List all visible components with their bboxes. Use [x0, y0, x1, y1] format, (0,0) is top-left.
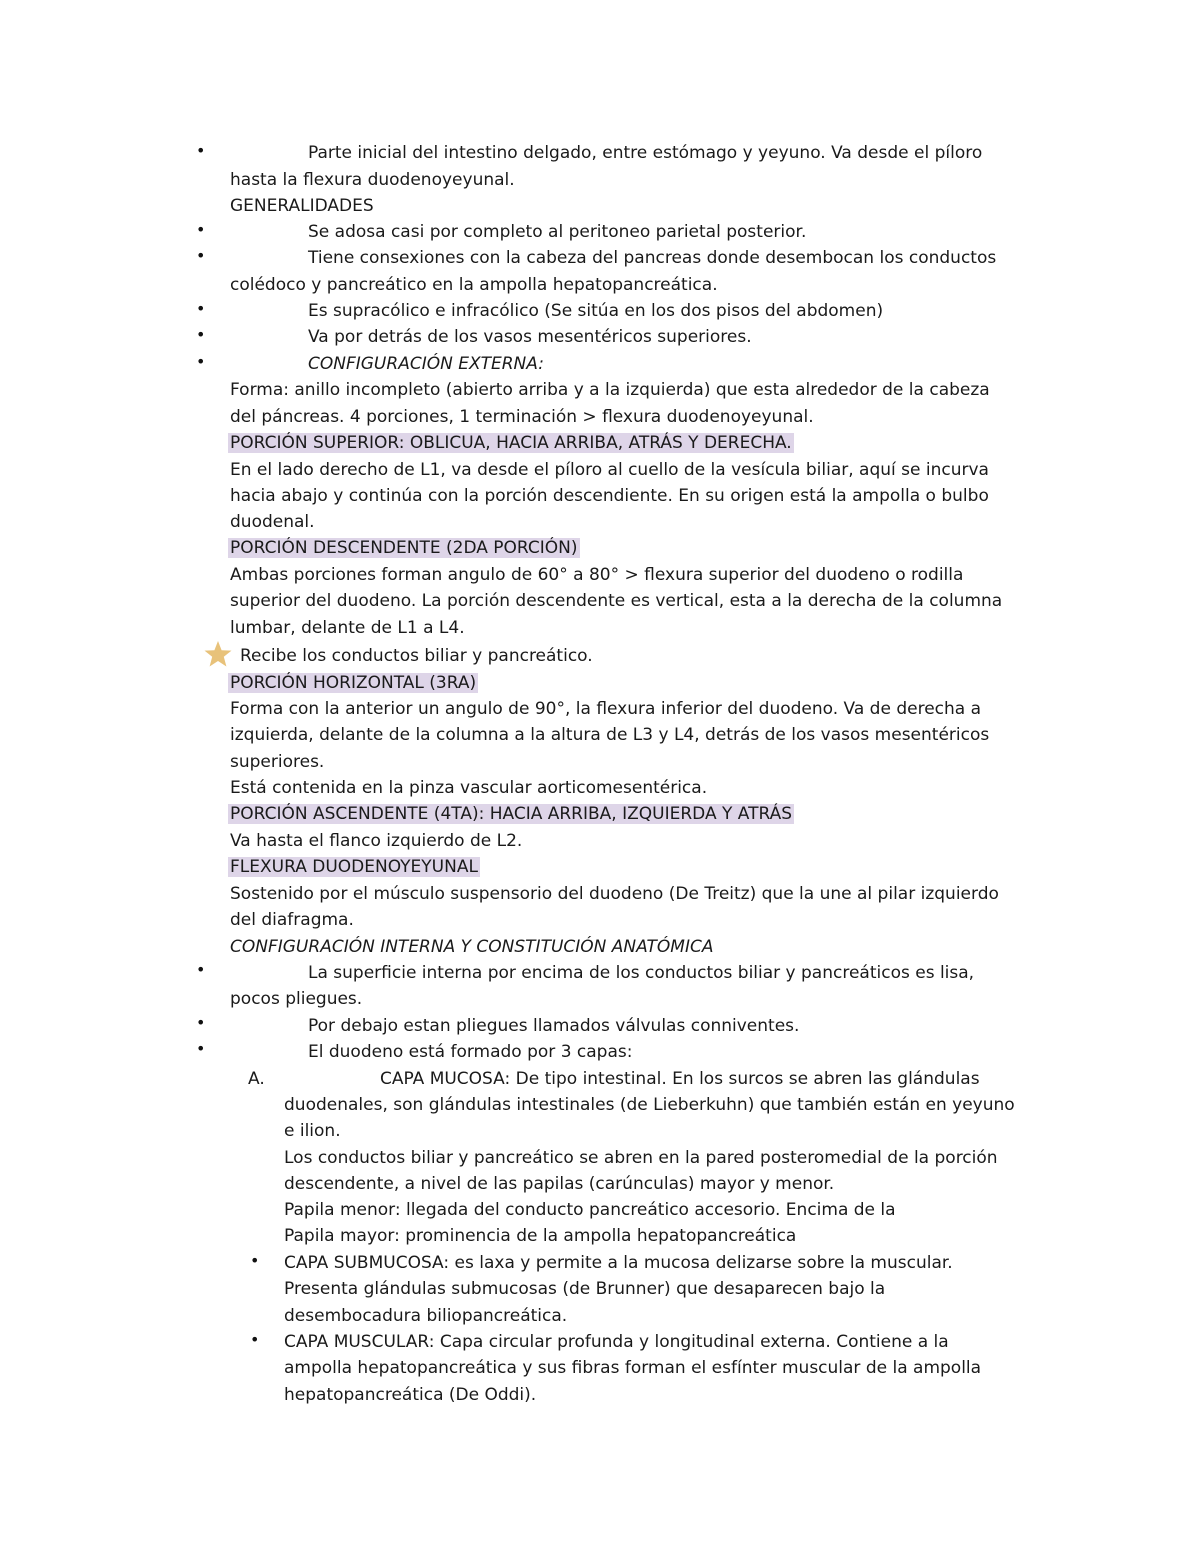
text-line: Tiene consexiones con la cabeza del pancreas donde desembocan los conductos [308, 248, 997, 268]
text-line: izquierda, delante de la columna a la altura de L3 y L4, detrás de los vasos mesentéricos [230, 725, 990, 745]
text-line: hacia abajo y continúa con la porción descendiente. En su origen está la ampolla o bulbo [230, 486, 989, 506]
section-heading: CONFIGURACIÓN EXTERNA: [308, 354, 544, 374]
text-line: Ambas porciones forman angulo de 60° a 80° > flexura superior del duodeno o rodilla [230, 565, 964, 585]
bullet-marker: • [250, 1330, 260, 1349]
bullet-marker: • [196, 141, 206, 160]
highlighted-heading-text: FLEXURA DUODENOYEYUNAL [230, 857, 478, 877]
text-line: Forma: anillo incompleto (abierto arriba y a la izquierda) que esta alrededor de la cabeza [230, 380, 990, 400]
text-line: ampolla hepatopancreática y sus fibras forman el esfínter muscular de la ampolla [284, 1358, 982, 1378]
text-line: Recibe los conductos biliar y pancreático. [240, 646, 593, 666]
text-line: hepatopancreática (De Oddi). [284, 1385, 537, 1405]
bullet-marker: • [196, 960, 206, 979]
text-line: pocos pliegues. [230, 989, 363, 1009]
text-line: Papila mayor: prominencia de la ampolla hepatopancreática [284, 1226, 797, 1246]
bullet-marker: • [196, 246, 206, 265]
text-line: CAPA SUBMUCOSA: es laxa y permite a la mucosa delizarse sobre la muscular. [284, 1253, 953, 1273]
text-line: Parte inicial del intestino delgado, entre estómago y yeyuno. Va desde el píloro [308, 143, 983, 163]
highlighted-heading-text: PORCIÓN SUPERIOR: OBLICUA, HACIA ARRIBA, ATRÁS Y DERECHA. [230, 433, 792, 453]
text-line: duodenal. [230, 512, 315, 532]
text-line: Sostenido por el músculo suspensorio del duodeno (De Treitz) que la une al pilar izquierdo [230, 884, 999, 904]
bullet-marker: • [250, 1251, 260, 1270]
highlighted-heading [228, 803, 794, 825]
text-line: Por debajo estan pliegues llamados válvulas conniventes. [308, 1016, 800, 1036]
text-line: colédoco y pancreático en la ampolla hepatopancreática. [230, 275, 718, 295]
bullet-marker: • [196, 299, 206, 318]
text-line: Presenta glándulas submucosas (de Brunner) que desaparecen bajo la [284, 1279, 886, 1299]
highlighted-heading [228, 432, 794, 454]
highlighted-heading-text: PORCIÓN HORIZONTAL (3RA) [230, 673, 477, 693]
list-marker-a: A. [248, 1069, 265, 1089]
highlighted-heading-text: PORCIÓN ASCENDENTE (4TA): HACIA ARRIBA, IZQUIERDA Y ATRÁS [230, 804, 793, 824]
text-line: del diafragma. [230, 910, 354, 930]
text-line: Los conductos biliar y pancreático se abren en la pared posteromedial de la porción [284, 1148, 998, 1168]
bullet-marker: • [196, 352, 206, 371]
text-line: Está contenida en la pinza vascular aorticomesentérica. [230, 778, 708, 798]
text-line: Se adosa casi por completo al peritoneo parietal posterior. [308, 222, 807, 242]
text-line: CAPA MUSCULAR: Capa circular profunda y longitudinal externa. Contiene a la [284, 1332, 949, 1352]
text-line: superiores. [230, 752, 325, 772]
text-line: duodenales, son glándulas intestinales (de Lieberkuhn) que también están en yeyuno [284, 1095, 1015, 1115]
bullet-marker: • [196, 1013, 206, 1032]
text-line: del páncreas. 4 porciones, 1 terminación > flexura duodenoyeyunal. [230, 407, 814, 427]
text-line: superior del duodeno. La porción descendente es vertical, esta a la derecha de la columna [230, 591, 1003, 611]
highlighted-heading [228, 672, 478, 694]
bullet-marker: • [196, 220, 206, 239]
text-line: Va hasta el flanco izquierdo de L2. [230, 831, 523, 851]
text-line: hasta la flexura duodenoyeyunal. [230, 170, 515, 190]
text-line: Va por detrás de los vasos mesentéricos superiores. [308, 327, 752, 347]
text-line: lumbar, delante de L1 a L4. [230, 618, 465, 638]
text-line: descendente, a nivel de las papilas (carúnculas) mayor y menor. [284, 1174, 835, 1194]
text-line: En el lado derecho de L1, va desde el píloro al cuello de la vesícula biliar, aquí se incurva [230, 460, 989, 480]
highlighted-heading [228, 856, 480, 878]
text-line: Papila menor: llegada del conducto pancreático accesorio. Encima de la [284, 1200, 896, 1220]
section-heading: GENERALIDADES [230, 196, 374, 216]
section-heading: CONFIGURACIÓN INTERNA Y CONSTITUCIÓN ANATÓMICA [230, 937, 714, 957]
text-line: Forma con la anterior un angulo de 90°, la flexura inferior del duodeno. Va de derecha a [230, 699, 982, 719]
text-line: CAPA MUCOSA: De tipo intestinal. En los surcos se abren las glándulas [380, 1069, 980, 1089]
highlighted-heading [228, 537, 580, 559]
bullet-marker: • [196, 1039, 206, 1058]
text-line: El duodeno está formado por 3 capas: [308, 1042, 633, 1062]
highlighted-heading-text: PORCIÓN DESCENDENTE (2DA PORCIÓN) [230, 538, 578, 558]
text-line: desembocadura biliopancreática. [284, 1306, 568, 1326]
bullet-marker: • [196, 325, 206, 344]
text-line: e ilion. [284, 1121, 341, 1141]
text-line: La superficie interna por encima de los conductos biliar y pancreáticos es lisa, [308, 963, 975, 983]
star-icon [203, 640, 233, 668]
text-line: Es supracólico e infracólico (Se sitúa en los dos pisos del abdomen) [308, 301, 884, 321]
